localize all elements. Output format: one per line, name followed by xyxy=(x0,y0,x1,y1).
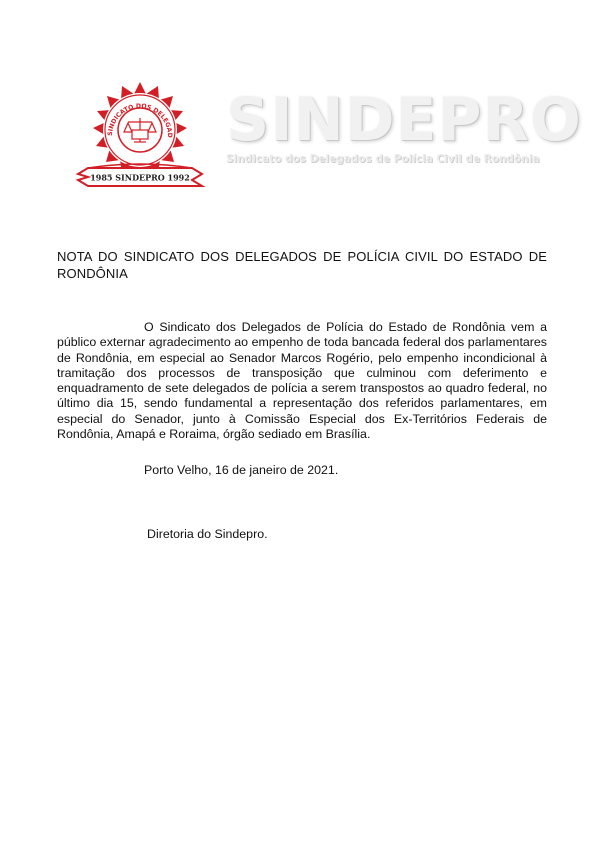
seal-ring-text: SINDICATO DOS DELEGAD xyxy=(106,102,174,138)
brand-logo xyxy=(222,85,582,180)
heading-line-2: RONDÔNIA xyxy=(57,266,128,281)
brand-subtitle: Sindicato dos Delegados de Polícia Civil de Rondônia xyxy=(226,153,540,165)
document-body-paragraph: O Sindicato dos Delegados de Polícia do Estado de Rondônia vem a público externar agradecimento ao empenho de toda bancada federal dos parlamentares de Rondônia, em especial ao Senador Marcos Rogério, pelo empenho incondicional à tramitação dos processos de transposição que culminou com deferimento e enquadramento de sete delegados de polícia a serem transpostos ao quadro federal, no último dia 15, sendo fundamental a representação dos referidos parlamentares, em especial do Senador, junto à Comissão Especial dos Ex-Territórios Federais de Rondônia, Amapá e Roraima, órgão sediado em Brasília. xyxy=(57,320,547,442)
seal-banner-text: 1985 SINDEPRO 1992 xyxy=(90,172,190,183)
signature-line: Diretoria do Sindepro. xyxy=(147,527,268,541)
heading-line-1: NOTA DO SINDICATO DOS DELEGADOS DE POLÍCIA CIVIL DO ESTADO DE xyxy=(57,249,547,264)
brand-name: SINDEPRO xyxy=(226,85,582,155)
document-heading xyxy=(57,248,547,282)
date-line: Porto Velho, 16 de janeiro de 2021. xyxy=(144,463,339,477)
sindepro-seal-logo xyxy=(74,80,206,195)
